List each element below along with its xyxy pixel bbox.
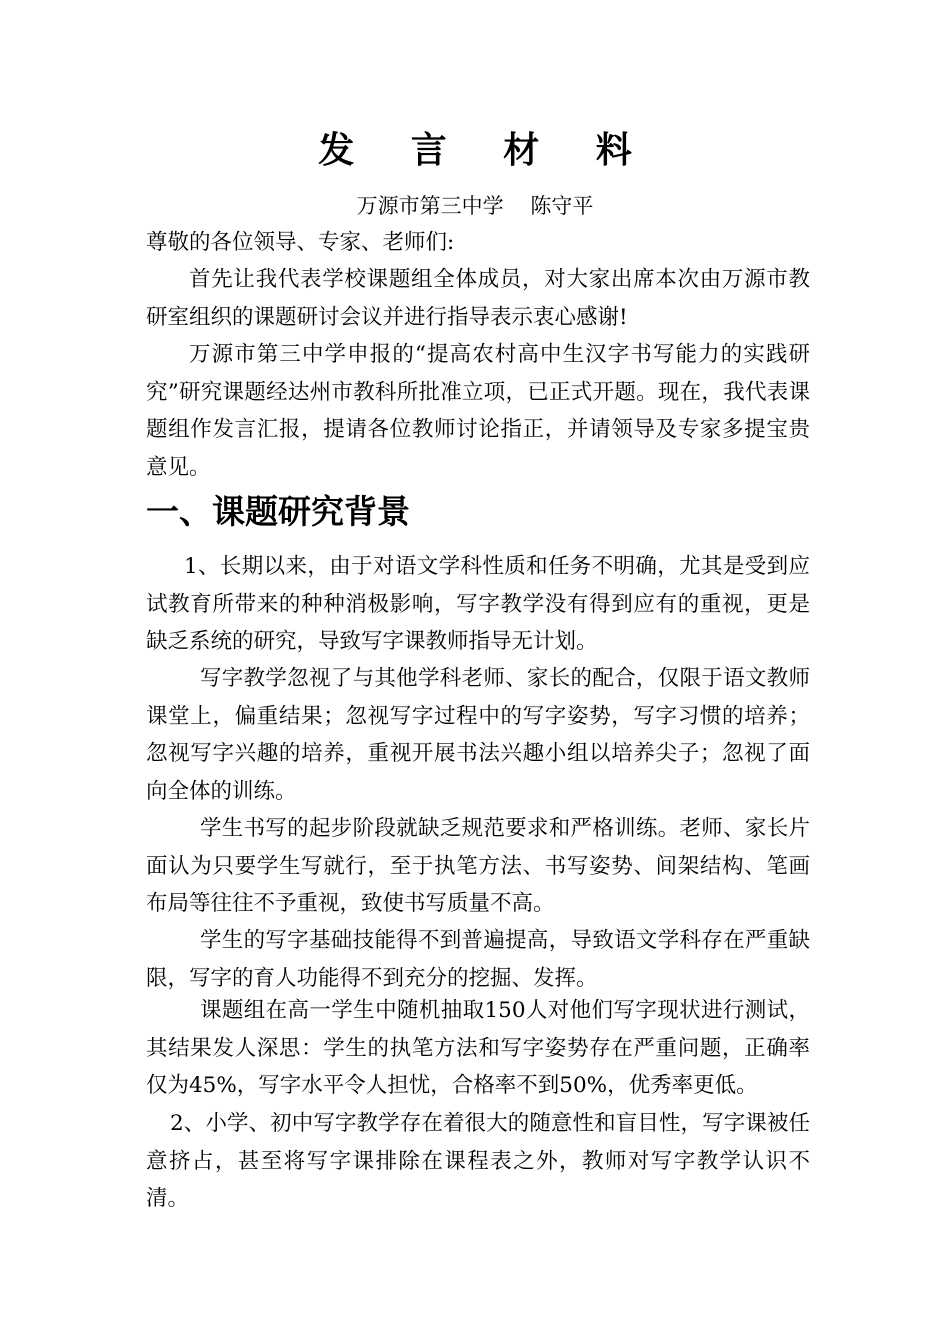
section-paragraph: 写字教学忽视了与其他学科老师、家长的配合，仅限于语文教师课堂上，偏重结果；忽视写字过程中的写字姿势，写字习惯的培养；忽视写字兴趣的培养，重视开展书法兴趣小组以培养尖子；忽视了面向全体的训练。	[146, 666, 810, 804]
greeting: 尊敬的各位领导、专家、老师们:	[146, 230, 455, 255]
intro-paragraph: 万源市第三中学申报的“提高农村高中生汉字书写能力的实践研究”研究课题经达州市教科所批准立项，已正式开题。现在，我代表课题组作发言汇报，提请各位教师讨论指正，并请领导及专家多提宝贵意见。	[146, 342, 810, 480]
author-line: 万源市第三中学 陈守平	[356, 194, 594, 218]
intro-paragraph: 首先让我代表学校课题组全体成员，对大家出席本次由万源市教研室组织的课题研讨会议并进行指导表示衷心感谢!	[146, 267, 810, 330]
section-paragraph: 1、长期以来，由于对语文学科性质和任务不明确，尤其是受到应试教育所带来的种种消极影响，写字教学没有得到应有的重视，更是缺乏系统的研究，导致写字课教师指导无计划。	[146, 554, 810, 654]
section-paragraph: 课题组在高一学生中随机抽取150人对他们写字现状进行测试，其结果发人深思：学生的执笔方法和写字姿势存在严重问题，正确率仅为45%，写字水平令人担忧，合格率不到50%，优秀率更低。	[146, 998, 810, 1098]
section-paragraph: 学生的写字基础技能得不到普遍提高，导致语文学科存在严重缺限，写字的育人功能得不到充分的挖掘、发挥。	[146, 928, 810, 991]
document-title: 发 言 材 料	[318, 129, 654, 171]
section-heading: 一、课题研究背景	[146, 492, 410, 531]
section-paragraph: 2、小学、初中写字教学存在着很大的随意性和盲目性，写字课被任意挤占，甚至将写字课排除在课程表之外，教师对写字教学认识不清。	[146, 1111, 810, 1211]
section-paragraph: 学生书写的起步阶段就缺乏规范要求和严格训练。老师、家长片面认为只要学生写就行，至于执笔方法、书写姿势、间架结构、笔画布局等往往不予重视，致使书写质量不高。	[146, 816, 810, 916]
